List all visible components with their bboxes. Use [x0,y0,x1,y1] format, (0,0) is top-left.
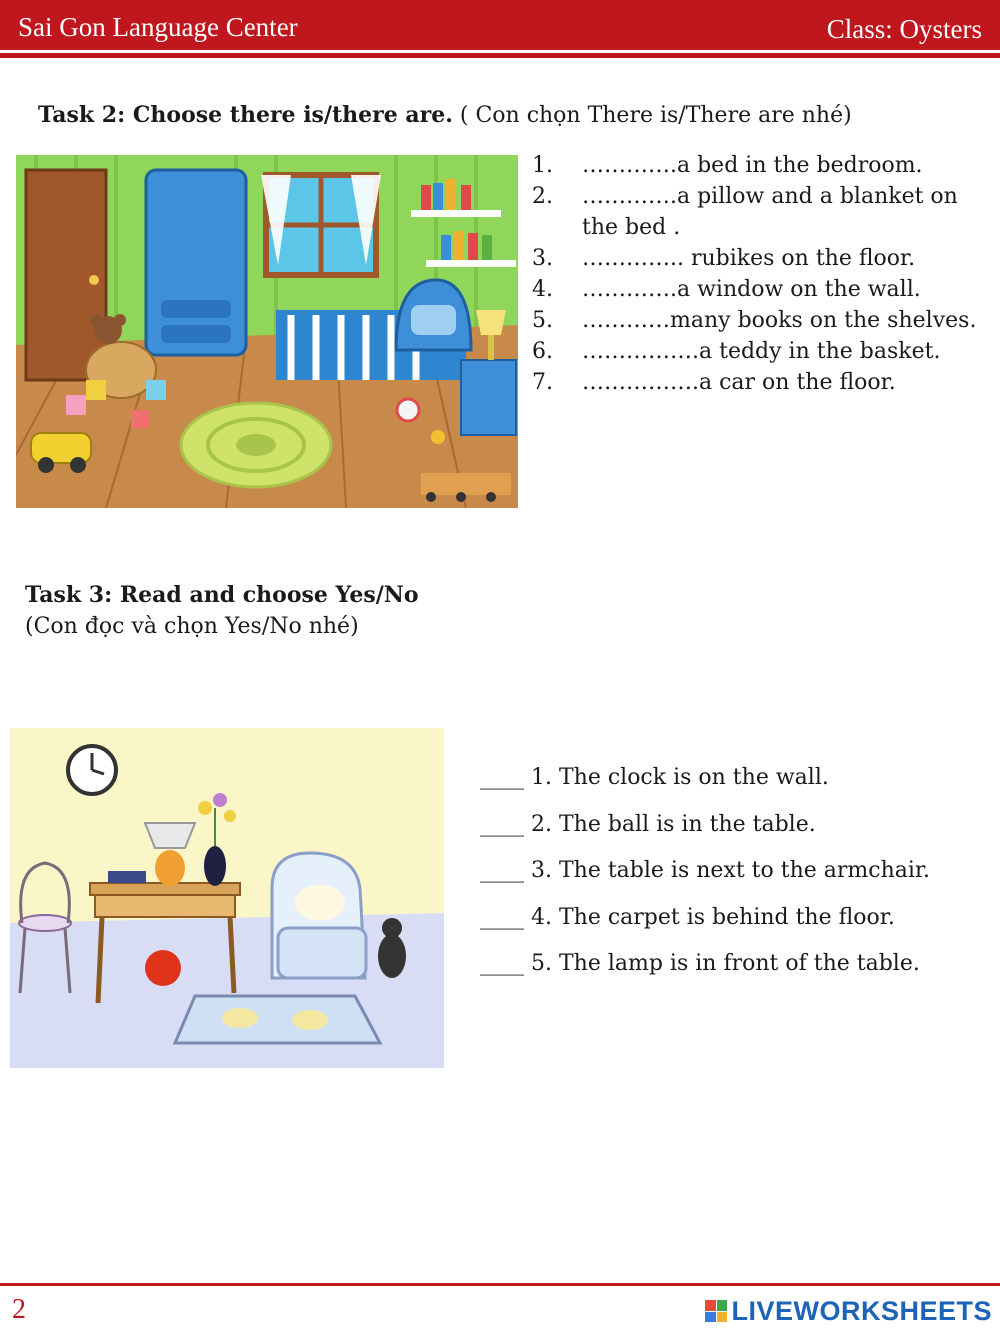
item-text: …………many books on the shelves. [582,308,977,333]
liveworksheets-logo-icon [705,1300,727,1322]
list-item [532,305,997,336]
item-text: ………….. rubikes on the floor. [582,246,916,271]
task3-title-bold: Task 3: Read and choose Yes/No [25,582,419,608]
list-item [532,181,997,243]
footer-divider [0,1283,1000,1286]
task3-title-sub: (Con đọc và chọn Yes/No nhé) [25,614,359,639]
task2-title-bold: Task 2: Choose there is/there are. [38,102,453,128]
item-text: …………….a teddy in the basket. [582,339,941,364]
brand-wordmark: LIVEWORKSHEETS [731,1295,992,1326]
item-number: 6. [532,339,553,364]
item-text: ………….a pillow and a blanket on the bed . [582,184,958,240]
item-number: 3. [532,246,553,271]
statement-row: ____ 5. The lamp is in front of the table. [480,951,920,976]
task3-title [25,580,419,642]
item-number: 7. [532,370,553,395]
task3-statement-list [480,765,930,998]
liveworksheets-brand[interactable] [705,1296,992,1326]
header-bar [0,0,1000,50]
item-text: ………….a window on the wall. [582,277,921,302]
list-item [532,367,997,398]
item-text: ………….a bed in the bedroom. [582,153,923,178]
statement-row: ____ 3. The table is next to the armchair. [480,858,931,883]
list-item [532,274,997,305]
living-room-illustration [10,728,444,1068]
statement-row: ____ 2. The ball is in the table. [480,811,816,837]
list-item [532,243,997,274]
task2-title-sub: ( Con chọn There is/There are nhé) [459,103,852,128]
task2-sentence-list [532,150,997,398]
item-number: 2. [532,184,553,209]
page-number: 2 [12,1294,26,1325]
item-text: …………….a car on the floor. [582,370,896,395]
list-item [532,336,997,367]
item-number: 5. [532,308,553,333]
center-name: Sai Gon Language Center [18,12,298,42]
task2-title [38,102,852,128]
item-number: 4. [532,277,553,302]
statement-row: ____ 1. The clock is on the wall. [480,765,829,790]
header-divider [0,53,1000,58]
item-number: 1. [532,153,553,178]
class-label: Class: Oysters [826,14,982,44]
statement-row: ____ 4. The carpet is behind the floor. [480,904,895,930]
list-item [532,150,997,181]
bedroom-illustration [16,155,518,508]
